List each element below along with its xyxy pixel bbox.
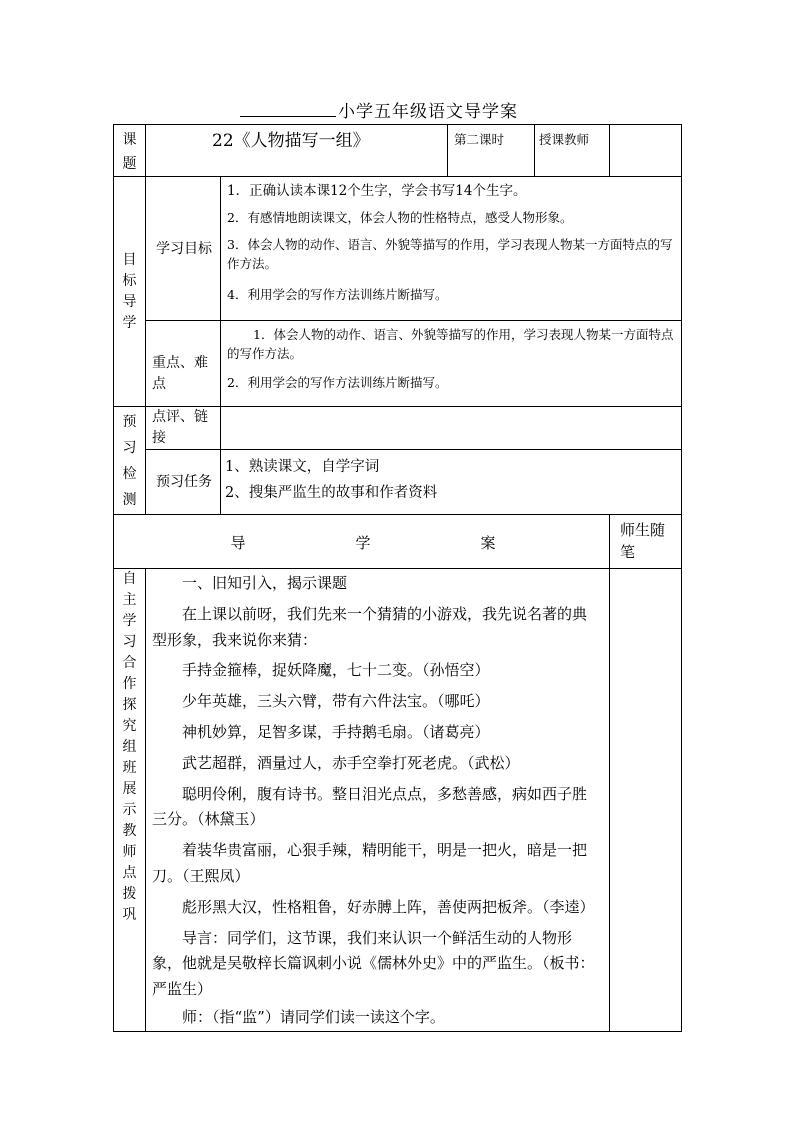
preview-task: 2、搜集严监生的故事和作者资料 bbox=[225, 485, 438, 501]
tasks-content bbox=[221, 450, 682, 515]
study-goals-content bbox=[221, 177, 682, 321]
teacher-value[interactable] bbox=[610, 125, 682, 177]
tasks-label: 预习任务 bbox=[146, 450, 221, 515]
lesson-topic: 22《人物描写一组》 bbox=[146, 125, 448, 177]
key-point: 1．体会人物的动作、语言、外貌等描写的作用，学习表现人物某一方面特点的写作方法。 bbox=[227, 327, 674, 361]
guide-content bbox=[146, 569, 610, 1032]
school-name-blank[interactable] bbox=[240, 102, 336, 117]
review-label: 点评、链接 bbox=[146, 407, 221, 450]
guide-paragraph: 在上课以前呀，我们先来一个猜猜的小游戏，我先说名著的典型形象，我来说你来猜： bbox=[152, 604, 588, 649]
lesson-table bbox=[113, 124, 682, 1032]
guide-paragraph: 少年英雄，三头六臂，带有六件法宝。（哪吒） bbox=[182, 692, 490, 711]
study-goal: 2．有感情地朗读课文，体会人物的性格特点，感受人物形象。 bbox=[227, 210, 573, 226]
guide-paragraph: 手持金箍棒，捉妖降魔，七十二变。（孙悟空） bbox=[182, 661, 490, 680]
review-value[interactable] bbox=[221, 407, 682, 450]
teacher-label: 授课教师 bbox=[535, 125, 610, 177]
lesson-period: 第二课时 bbox=[448, 125, 535, 177]
study-goal: 1．正确认读本课12个生字，学会书写14个生字。 bbox=[227, 183, 527, 199]
guide-side-label: 自 主 学 习 合 作 探 究 组 班 展 示 教 师 点 拨 巩 bbox=[114, 569, 146, 1032]
preview-task: 1、熟读课文，自学字词 bbox=[225, 459, 380, 475]
study-goal: 4．利用学会的写作方法训练片断描写。 bbox=[227, 286, 448, 302]
document-title: 小学五年级语文导学案 bbox=[240, 97, 570, 122]
guide-heading: 导 学 案 bbox=[114, 515, 610, 569]
key-points-content bbox=[221, 321, 682, 407]
study-goal: 3．体会人物的动作、语言、外貌等描写的作用，学习表现人物某一方面特点的写作方法。 bbox=[227, 237, 673, 271]
guide-paragraph: 彪形黑大汉，性格粗鲁，好赤膊上阵，善使两把板斧。（李逵） bbox=[182, 897, 595, 916]
guide-paragraph: 着装华贵富丽，心狠手辣，精明能干，明是一把火，暗是一把刀。（王熙凤） bbox=[152, 841, 588, 885]
key-point: 2．利用学会的写作方法训练片断描写。 bbox=[227, 374, 448, 390]
key-points-label: 重点、难点 bbox=[146, 321, 221, 407]
notes-label: 师生随笔 bbox=[610, 515, 682, 569]
guide-paragraph: 聪明伶俐，腹有诗书。整日泪光点点，多愁善感，病如西子胜三分。（林黛玉） bbox=[152, 784, 588, 829]
guide-paragraph: 武艺超群，酒量过人，赤手空拳打死老虎。（武松） bbox=[182, 753, 520, 772]
notes-area[interactable] bbox=[610, 569, 682, 1032]
goals-section-label: 目 标 导 学 bbox=[114, 177, 146, 407]
preview-section-label: 预 习 检 测 bbox=[114, 407, 146, 515]
guide-paragraph: 神机妙算，足智多谋，手持鹅毛扇。（诸葛亮） bbox=[182, 722, 490, 741]
guide-paragraph: 师：（指“监”）请同学们读一读这个字。 bbox=[182, 1007, 445, 1026]
topic-label: 课 题 bbox=[114, 125, 146, 177]
guide-paragraph: 导言：同学们，这节课，我们来认识一个鲜活生动的人物形象，他就是吴敬梓长篇讽刺小说《儒林外史》中的严监生。（板书：严监生） bbox=[152, 928, 595, 999]
guide-paragraph: 一、旧知引入，揭示课题 bbox=[182, 574, 348, 592]
study-goals-label: 学习目标 bbox=[146, 177, 221, 321]
